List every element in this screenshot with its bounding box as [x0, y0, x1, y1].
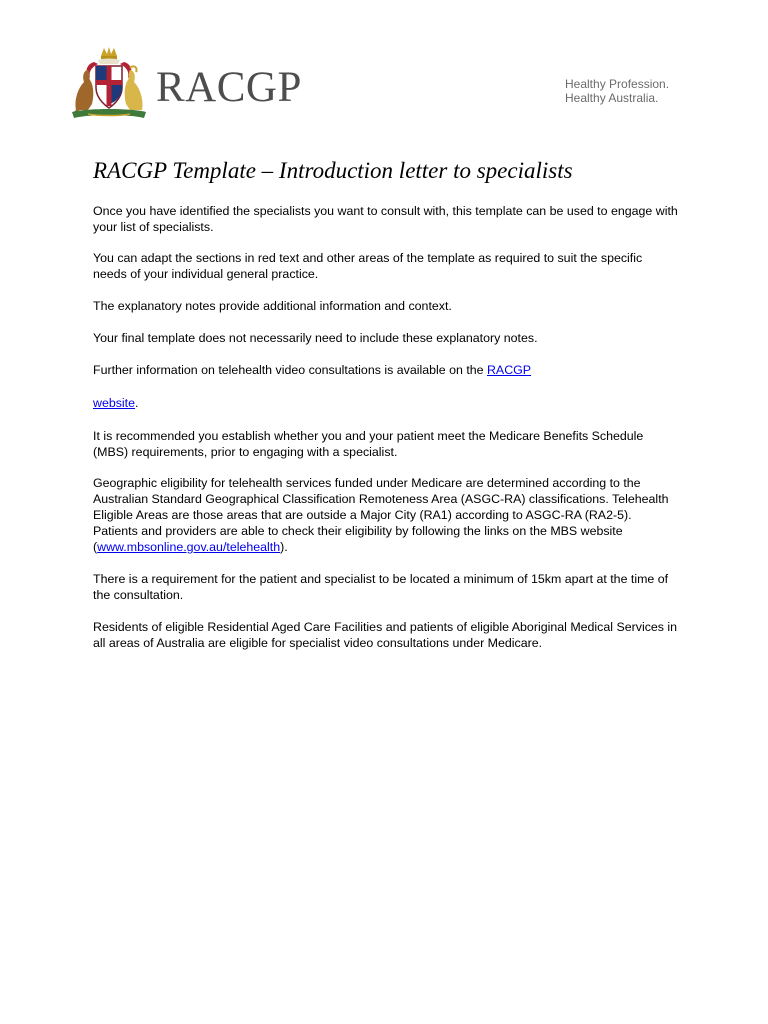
tagline-line-2: Healthy Australia.: [565, 91, 659, 105]
website-link[interactable]: website: [93, 396, 136, 410]
geographic-eligibility-text: Geographic eligibility for telehealth services funded under Medicare are determined according to the Australian Standard Geographical Classification Remoteness Area (ASGC-RA) classifications. Telehealth Eligible Areas are those areas that are outside a Major City (RA1) according to ASGC-RA (RA2-5). Patients and providers are able to check their eligibility by following the links on the MBS website (: [93, 476, 669, 554]
mbs-telehealth-link[interactable]: www.mbsonline.gov.au/telehealth: [97, 540, 281, 554]
document-body: [93, 203, 678, 651]
racgp-coat-of-arms-icon: [68, 44, 150, 120]
paragraph-distance-requirement: There is a requirement for the patient and specialist to be located a minimum of 15km apart at the time of the consultation.: [93, 572, 669, 602]
brand-wordmark: RACGP: [156, 64, 302, 111]
paragraph-adapt: You can adapt the sections in red text and other areas of the template as required to suit the specific needs of your individual general practice.: [93, 251, 643, 281]
website-period: .: [135, 396, 139, 410]
paragraph-geographic-eligibility: [93, 475, 678, 555]
geographic-eligibility-end: ).: [280, 540, 288, 554]
racgp-link[interactable]: RACGP: [486, 363, 532, 377]
paragraph-final-template: Your final template does not necessarily need to include these explanatory notes.: [93, 331, 538, 345]
paragraph-mbs-requirements: It is recommended you establish whether you and your patient meet the Medicare Benefits Schedule (MBS) requirements, prior to engaging with a specialist.: [93, 429, 644, 459]
page-title: RACGP Template – Introduction letter to specialists: [93, 158, 573, 183]
further-info-text: Further information on telehealth video consultations is available on the: [93, 363, 487, 377]
paragraph-website: [93, 395, 678, 411]
paragraph-intro: Once you have identified the specialists you want to consult with, this template can be used to engage with your list of specialists.: [93, 204, 678, 234]
tagline: [565, 77, 669, 105]
paragraph-further-info: [93, 362, 678, 378]
paragraph-residents-eligibility: Residents of eligible Residential Aged Care Facilities and patients of eligible Aboriginal Medical Services in all areas of Australia are eligible for specialist video consultations under Medicare.: [93, 620, 678, 650]
tagline-line-1: Healthy Profession.: [565, 77, 670, 91]
paragraph-notes: The explanatory notes provide additional information and context.: [93, 299, 452, 313]
